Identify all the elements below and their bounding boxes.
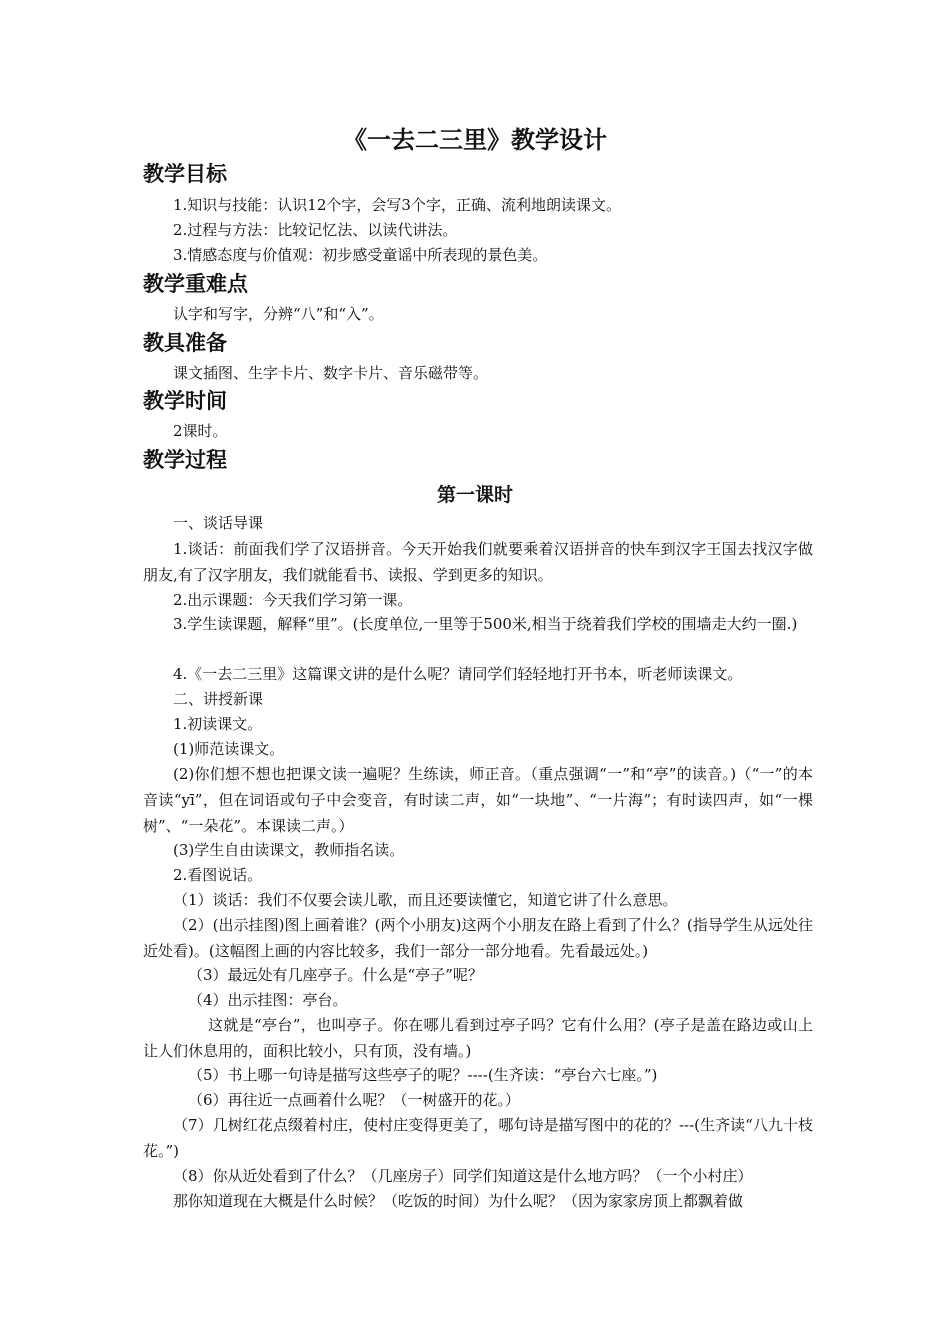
paragraph: （4）出示挂图：亭台。	[188, 991, 348, 1009]
heading-objectives: 教学目标	[143, 162, 227, 186]
paragraph: 4.《一去二三里》这篇课文讲的是什么呢？请同学们轻轻地打开书本，听老师读课文。	[173, 665, 743, 683]
paragraph: (1)师范读课文。	[173, 740, 285, 758]
lesson-title: 第一课时	[436, 484, 513, 506]
objective-item: 1.知识与技能：认识12个字，会写3个字，正确、流利地朗读课文。	[173, 196, 621, 214]
paragraph: 2.出示课题：今天我们学习第一课。	[173, 591, 413, 609]
section-heading: 二、讲授新课	[173, 690, 264, 708]
materials-text: 课文插图、生字卡片、数字卡片、音乐磁带等。	[173, 364, 489, 382]
paragraph: （2）(出示挂图)图上画着谁？(两个小朋友)这两个小朋友在路上看到了什么？(指导学生从远处往近处看)。(这幅图上画的内容比较多，我们一部分一部分地看。先看最远处。)	[143, 916, 813, 960]
paragraph: （8）你从近处看到了什么？（几座房子）同学们知道这是什么地方吗？（一个小村庄）	[173, 1167, 753, 1185]
paragraph: (2)你们想不想也把课文读一遍呢？生练读，师正音。（重点强调“一”和“亭”的读音。)（“一”的本音读“yī”，但在词语或句子中会变音，有时读二声，如“一块地”、“一片海”；有时读四声，如“一棵树”、“一朵花”。本课读二声。）	[143, 765, 813, 835]
paragraph: （7）几树红花点缀着村庄，使村庄变得更美了，哪句诗是描写图中的花的？---(生齐读“八九十枝花。”)	[143, 1116, 813, 1160]
heading-materials: 教具准备	[143, 331, 227, 355]
paragraph: (3)学生自由读课文，教师指名读。	[173, 841, 405, 859]
heading-process: 教学过程	[143, 448, 227, 472]
document-title: 《一去二三里》教学设计	[343, 126, 607, 154]
paragraph: （3）最远处有几座亭子。什么是“亭子”呢？	[188, 966, 483, 984]
paragraph: 1.谈话：前面我们学了汉语拼音。今天开始我们就要乘着汉语拼音的快车到汉字王国去找汉字做朋友,有了汉字朋友，我们就能看书、读报、学到更多的知识。	[143, 540, 813, 584]
paragraph: （5）书上哪一句诗是描写这些亭子的呢？----(生齐读：“亭台六七座。”)	[188, 1066, 658, 1084]
key-points-text: 认字和写字，分辨“八”和“入”。	[173, 305, 384, 323]
paragraph: （6）再往近一点画着什么呢？（一树盛开的花。）	[188, 1091, 521, 1109]
paragraph: 这就是“亭台”，也叫亭子。你在哪儿看到过亭子吗？它有什么用？(亭子是盖在路边或山上让人们休息用的，面积比较小，只有顶，没有墙。)	[143, 1016, 813, 1060]
objective-item: 2.过程与方法：比较记忆法、以读代讲法。	[173, 221, 458, 239]
paragraph: 2.看图说话。	[173, 866, 263, 884]
paragraph: 那你知道现在大概是什么时候？（吃饭的时间）为什么呢？（因为家家房顶上都飘着做	[173, 1192, 744, 1210]
section-heading: 一、谈话导课	[173, 514, 264, 532]
paragraph: 3.学生读课题，解释“里”。(长度单位,一里等于500米,相当于绕着我们学校的围墙走大约一圈.)	[173, 615, 798, 633]
objective-item: 3.情感态度与价值观：初步感受童谣中所表现的景色美。	[173, 246, 548, 264]
paragraph: （1）谈话：我们不仅要会读儿歌，而且还要读懂它，知道它讲了什么意思。	[173, 891, 678, 909]
paragraph: 1.初读课文。	[173, 715, 263, 733]
heading-key-points: 教学重难点	[143, 272, 248, 296]
heading-time: 教学时间	[143, 389, 227, 413]
time-text: 2课时。	[173, 422, 228, 440]
